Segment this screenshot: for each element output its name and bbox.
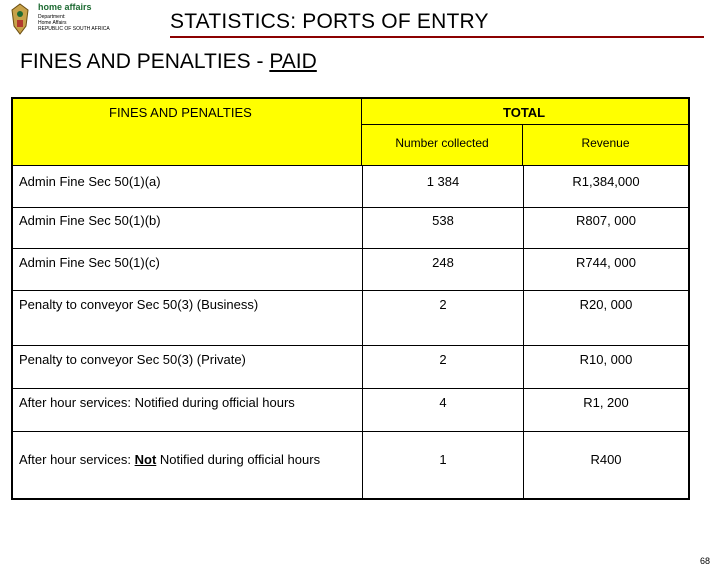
row-number bbox=[362, 208, 523, 248]
table-header bbox=[13, 99, 688, 165]
row-number-value: 248 bbox=[432, 255, 454, 270]
header-revenue-cell bbox=[523, 125, 688, 165]
row-revenue bbox=[523, 208, 688, 248]
row-revenue-value: R807, 000 bbox=[576, 213, 636, 228]
fines-table bbox=[11, 97, 690, 500]
table-row bbox=[13, 207, 688, 248]
row-revenue bbox=[523, 249, 688, 290]
row-label: Penalty to conveyor Sec 50(3) (Private) bbox=[19, 352, 246, 367]
row-revenue bbox=[523, 291, 688, 345]
row-label: After hour services: Notified during official hours bbox=[19, 395, 295, 410]
row-number bbox=[362, 291, 523, 345]
header-fines-cell bbox=[13, 99, 362, 165]
header-number-collected-cell bbox=[362, 125, 523, 165]
page-number: 68 bbox=[699, 556, 710, 566]
row-label: Penalty to conveyor Sec 50(3) (Business) bbox=[19, 297, 259, 312]
page-title: STATISTICS: PORTS OF ENTRY bbox=[170, 10, 489, 33]
subtitle-prefix: FINES AND PENALTIES - bbox=[20, 50, 270, 73]
row-number-value: 1 bbox=[439, 452, 447, 467]
logo-brand: home affairs bbox=[38, 2, 92, 12]
subtitle-underlined: PAID bbox=[269, 50, 317, 73]
row-revenue-value: R744, 000 bbox=[576, 255, 636, 270]
row-label: Admin Fine Sec 50(1)(a) bbox=[19, 174, 161, 189]
row-label bbox=[19, 452, 320, 467]
row-revenue bbox=[523, 432, 688, 498]
logo-line-3: REPUBLIC OF SOUTH AFRICA bbox=[38, 26, 110, 32]
row-number-value: 2 bbox=[439, 352, 447, 367]
row-number bbox=[362, 346, 523, 388]
row-revenue-value: R1, 200 bbox=[583, 395, 629, 410]
table-row bbox=[13, 165, 688, 207]
table-row bbox=[13, 431, 688, 498]
row-label: Admin Fine Sec 50(1)(c) bbox=[19, 255, 160, 270]
row-revenue bbox=[523, 166, 688, 207]
table-row bbox=[13, 345, 688, 388]
header-total-label: TOTAL bbox=[503, 105, 546, 120]
header-number-collected: Number collected bbox=[395, 136, 489, 150]
row-revenue-value: R10, 000 bbox=[579, 352, 633, 367]
header-fines-label: FINES AND PENALTIES bbox=[109, 105, 252, 120]
row-label-prefix: After hour services: bbox=[19, 452, 135, 467]
table-row bbox=[13, 248, 688, 290]
row-revenue-value: R20, 000 bbox=[579, 297, 633, 312]
row-revenue-value: R400 bbox=[590, 452, 622, 467]
row-label: Admin Fine Sec 50(1)(b) bbox=[19, 213, 161, 228]
page-subtitle bbox=[20, 50, 317, 74]
table-row bbox=[13, 290, 688, 345]
row-label-suffix: Notified during official hours bbox=[156, 452, 321, 467]
logo-line-1: Department: bbox=[38, 14, 66, 20]
title-divider bbox=[170, 36, 704, 38]
header-revenue: Revenue bbox=[581, 136, 630, 150]
row-number-value: 4 bbox=[439, 395, 447, 410]
row-number bbox=[362, 432, 523, 498]
row-revenue-value: R1,384,000 bbox=[572, 174, 640, 189]
row-number bbox=[362, 389, 523, 431]
row-number-value: 538 bbox=[432, 213, 454, 228]
row-number-value: 1 384 bbox=[426, 174, 460, 189]
row-label-emphasis: Not bbox=[134, 452, 157, 467]
row-number bbox=[362, 166, 523, 207]
row-revenue bbox=[523, 346, 688, 388]
row-revenue bbox=[523, 389, 688, 431]
coat-of-arms-icon bbox=[8, 2, 32, 38]
row-number bbox=[362, 249, 523, 290]
row-number-value: 2 bbox=[439, 297, 447, 312]
home-affairs-logo bbox=[8, 2, 108, 38]
logo-line-2: Home Affairs bbox=[38, 20, 67, 26]
table-row bbox=[13, 388, 688, 431]
